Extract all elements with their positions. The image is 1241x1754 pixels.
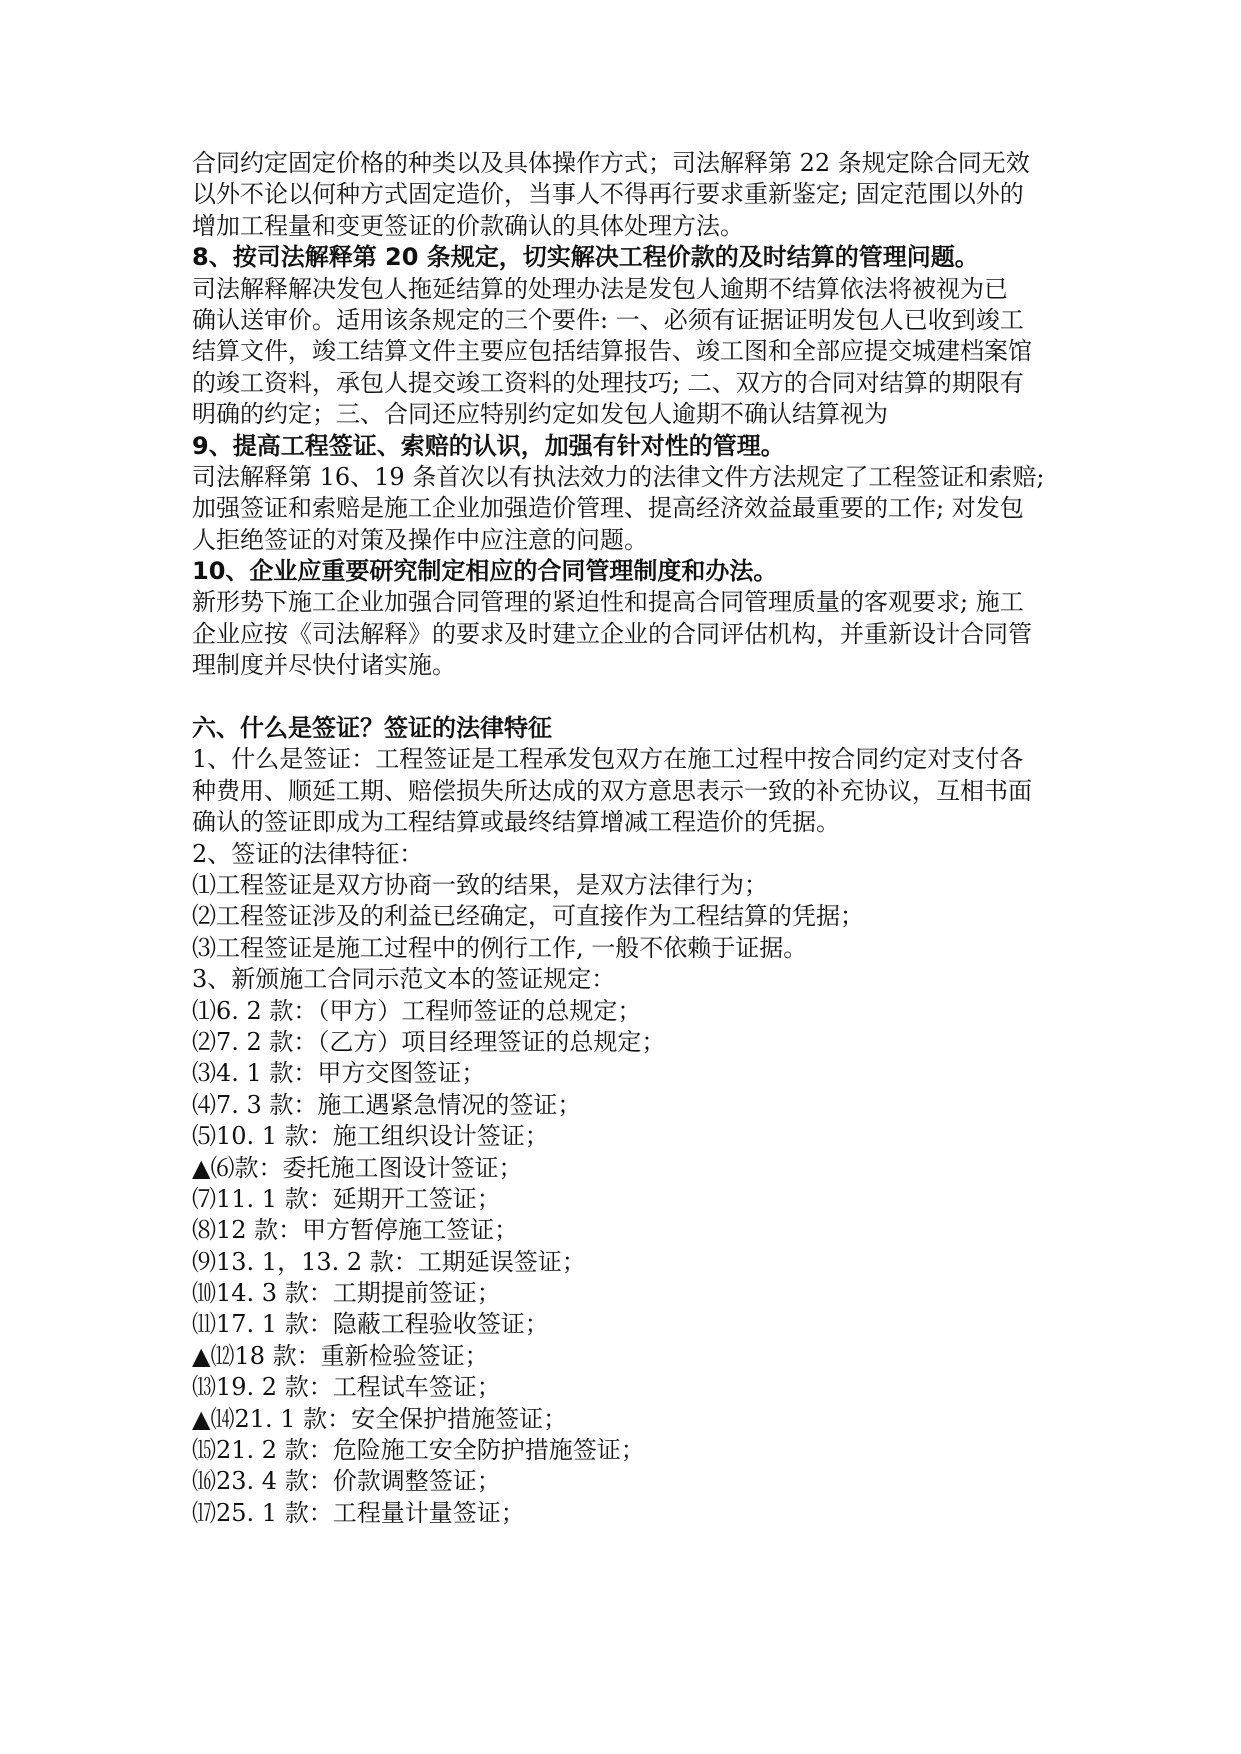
contract-rules-title: 3、新颁施工合同示范文本的签证规定： (192, 965, 616, 994)
paragraph-9-line: 加强签证和索赔是施工企业加强造价管理、提高经济效益最重要的工作; 对发包 (192, 494, 1024, 523)
paragraph-10-line: 新形势下施工企业加强合同管理的紧迫性和提高合同管理质量的客观要求; 施工 (192, 588, 1024, 617)
contract-rule-item: ⒃23. 4 款：价款调整签证； (192, 1467, 501, 1496)
definition-line: 种费用、顺延工期、赔偿损失所达成的双方意思表示一致的补充协议，互相书面 (192, 776, 1032, 805)
section-6-heading: 六、什么是签证？签证的法律特征 (192, 714, 552, 743)
intro-line: 以外不论以何种方式固定造价，当事人不得再行要求重新鉴定; 固定范围以外的 (192, 180, 1024, 209)
document-page (192, 148, 1064, 1529)
contract-rule-item: ⑺11. 1 款：延期开工签证； (192, 1184, 501, 1213)
paragraph-8-line: 的竣工资料，承包人提交竣工资料的处理技巧; 二、双方的合同对结算的期限有 (192, 368, 1024, 397)
paragraph-8-line: 结算文件，竣工结算文件主要应包括结算报告、竣工图和全部应提交城建档案馆 (192, 337, 1032, 366)
intro-line: 合同约定固定价格的种类以及具体操作方式；司法解释第 22 条规定除合同无效 (192, 149, 1030, 177)
heading-8: 8、按司法解释第 20 条规定，切实解决工程价款的及时结算的管理问题。 (192, 243, 979, 272)
paragraph-8-line: 明确的约定；三、合同还应特别约定如发包人逾期不确认结算视为 (192, 400, 888, 429)
contract-rule-item: ⑸10. 1 款：施工组织设计签证； (192, 1122, 549, 1151)
heading-10: 10、企业应重要研究制定相应的合同管理制度和办法。 (192, 557, 778, 586)
paragraph-8-line: 确认送审价。适用该条规定的三个要件: 一、必须有证据证明发包人已收到竣工 (192, 305, 1024, 334)
paragraph-8-line: 司法解释解决发包人拖延结算的处理办法是发包人逾期不结算依法将被视为已 (192, 274, 1008, 303)
legal-feature-item: ⑶工程签证是施工过程中的例行工作, 一般不依赖于证据。 (192, 933, 808, 962)
paragraph-10-line: 企业应按《司法解释》的要求及时建立企业的合同评估机构，并重新设计合同管 (192, 619, 1032, 648)
contract-rule-item: ⑵7. 2 款：（乙方）项目经理签证的总规定； (192, 1027, 666, 1056)
paragraph-9-line: 人拒绝签证的对策及操作中应注意的问题。 (192, 525, 648, 554)
heading-9: 9、提高工程签证、索赔的认识，加强有针对性的管理。 (192, 431, 785, 460)
contract-rule-item: ⑴6. 2 款：（甲方）工程师签证的总规定； (192, 996, 642, 1025)
contract-rule-item: ⑼13. 1，13. 2 款：工期延误签证； (192, 1247, 586, 1276)
contract-rule-item: ⑽14. 3 款：工期提前签证； (192, 1279, 501, 1308)
contract-rule-item: ⒂21. 2 款：危险施工安全防护措施签证； (192, 1436, 645, 1465)
legal-feature-item: ⑴工程签证是双方协商一致的结果，是双方法律行为； (192, 870, 768, 899)
contract-rule-item: ▲⒁21. 1 款：安全保护措施签证； (192, 1404, 568, 1433)
definition-line: 1、什么是签证：工程签证是工程承发包双方在施工过程中按合同约定对支付各 (192, 745, 1024, 774)
contract-rule-item: ⑷7. 3 款：施工遇紧急情况的签证； (192, 1090, 582, 1119)
contract-rule-item: ▲⑿18 款：重新检验签证； (192, 1341, 489, 1370)
legal-feature-item: ⑵工程签证涉及的利益已经确定，可直接作为工程结算的凭据； (192, 902, 864, 931)
intro-line: 增加工程量和变更签证的价款确认的具体处理方法。 (192, 211, 744, 240)
legal-features-title: 2、签证的法律特征： (192, 839, 424, 868)
section-gap (192, 682, 1064, 713)
contract-rule-item: ⑻12 款：甲方暂停施工签证； (192, 1216, 519, 1245)
paragraph-10-line: 理制度并尽快付诸实施。 (192, 651, 456, 680)
contract-rule-item: ▲⑹款：委托施工图设计签证； (192, 1153, 523, 1182)
paragraph-9-line: 司法解释第 16、19 条首次以有执法效力的法律文件方法规定了工程签证和索赔; (192, 462, 1045, 491)
contract-rule-item: ⒀19. 2 款：工程试车签证； (192, 1373, 501, 1402)
contract-rule-item: ⒄25. 1 款：工程量计量签证； (192, 1498, 525, 1527)
contract-rule-item: ⑾17. 1 款：隐蔽工程验收签证； (192, 1310, 549, 1339)
contract-rule-item: ⑶4. 1 款：甲方交图签证； (192, 1059, 486, 1088)
definition-line: 确认的签证即成为工程结算或最终结算增减工程造价的凭据。 (192, 808, 840, 837)
